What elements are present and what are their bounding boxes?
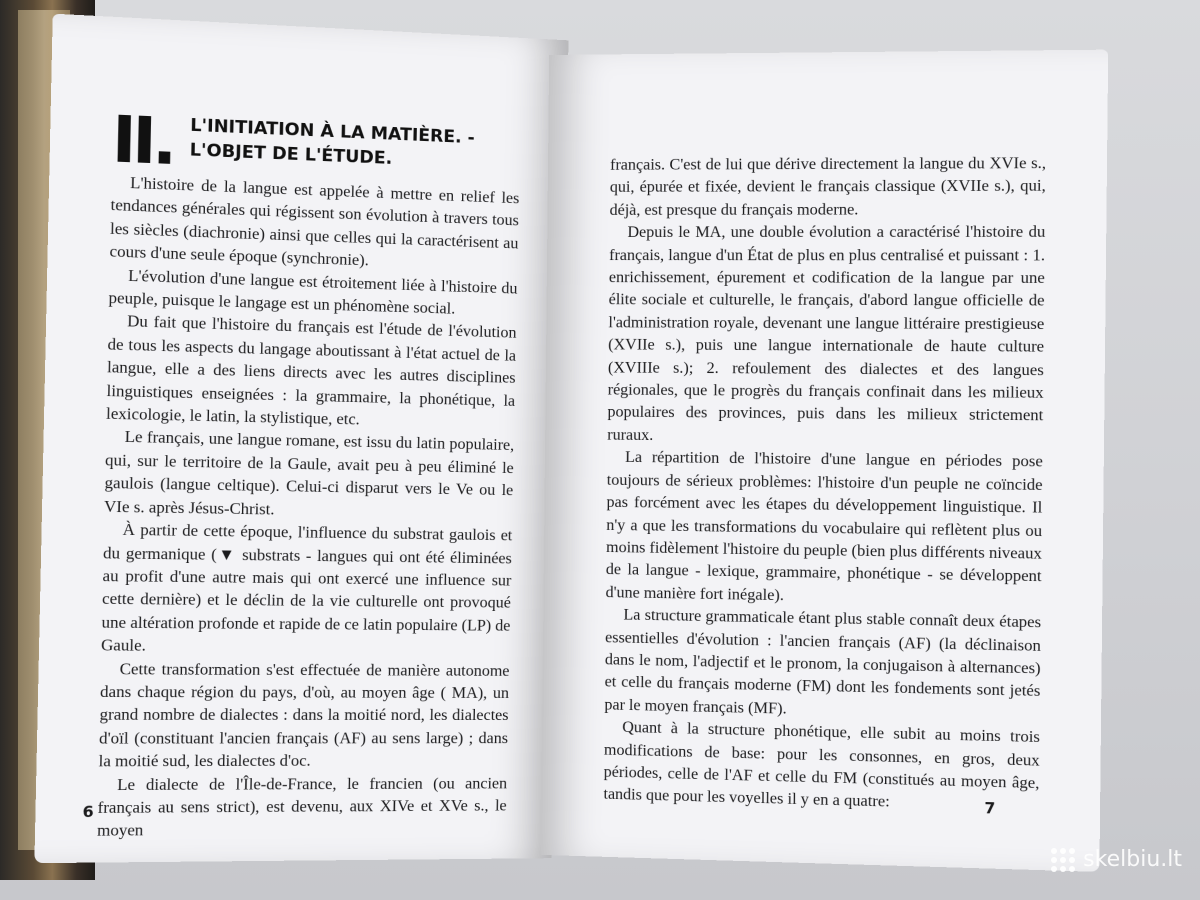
paragraph: La structure grammaticale étant plus stable connaît deux étapes essentielles d'évolution : l'ancien français (AF) (la déclinaison dans le nom, l'adjectif et le pronom, la conjugaison à alternances) et celle du français moderne (FM) dont les fondements sont jetés par le moyen français (MF). [604,606,1042,718]
paragraph: Le français, une langue romane, est issu du latin populaire, qui, sur le territoire de la Gaule, avait peu à peu éliminé le gaulois (langue celtique). Celui-ci disparut vers le Ve ou le VIe s. après Jésus-Christ. [103,428,515,519]
chapter-number: II. [111,101,174,180]
paragraph: À partir de cette époque, l'influence du substrat gaulois et du germanique (▼ substrats - langues qui ont été éliminées au profit d'une autre mais qui ont exercé une influence sur cette dernière) et le déclin de la vie culturelle ont provoqué une altération profonde et rapide de ce latin populaire (LP) de Gaule. [100,521,513,655]
page-number: 7 [984,798,996,818]
left-page [34,14,568,864]
paragraph: Du fait que l'histoire du français est l'étude de l'évolution de tous les aspects du langage aboutissant à l'état actuel de la langue, elle a des liens directs avec les autres disciplines linguistiques enseignées : la grammaire, la phonétique, la lexicologie, le latin, la stylistique, etc. [105,313,517,429]
paragraph: Depuis le MA, une double évolution a caractérisé l'histoire du français, langue d'un État de plus en plus centralisé et puissant : 1. enrichissement, épurement et codification de la langue par une élite sociale et culturelle, le français, d'abord langue officielle de l'administration royale, devenant une langue littéraire prestigieuse (XVIIe s.), puis une langue internationale de haute culture (XVIIIe s.); 2. refoulement des dialectes et des langues régionales, que le progrès du français confinait dans les milieux populaires des provinces, puis dans les milieux strictement ruraux. [607,223,1046,444]
paragraph: Le dialecte de l'Île-de-France, le francien (ou ancien français au sens strict), est devenu, aux XIVe et XVe s., le moyen [96,774,508,841]
page-number: 6 [82,802,94,822]
right-page-text [603,153,1046,819]
paragraph: L'évolution d'une langue est étroitement liée à l'histoire du peuple, puisque le langage est un phénomène social. [108,267,518,318]
paragraph: Cette transformation s'est effectuée de manière autonome dans chaque région du pays, d'où, au moyen âge ( MA), un grand nombre de dialectes : dans la moitié nord, les dialectes d'oïl (constituant l'ancien français (AF) au sens large) ; dans la moitié sud, les dialectes d'oc. [98,660,510,771]
paragraph: Quant à la structure phonétique, elle subit au moins trois modifications de base: pour les consonnes, en gros, deux périodes, celle de l'AF et celle du FM (constitués au moyen âge, tandis que pour les voyelles il y en a quatre: [603,718,1040,811]
watermark-text: skelbiu.lt [1083,847,1182,872]
paragraph: L'histoire de la langue est appelée à mettre en relief les tendances générales qui régissent son évolution à travers tous les siècles (diachronie) ainsi que celles qui la caractérisent au cours d'une seule époque (synchronie). [109,174,520,270]
chapter-heading [111,101,475,187]
chapter-title-line: L'OBJET DE L'ÉTUDE. [189,139,393,169]
paragraph: La répartition de l'histoire d'une langue en périodes pose toujours de sérieux problèmes: l'histoire d'un peuple ne coïncide pas forcément avec les étapes du développement linguistique. Il n'y a que les transformations du vocabulaire qui reflètent plus ou moins fidèlement l'histoire du peuple (bien plus différents niveaux de la langue - lexique, grammaire, phonétique - se développent d'une manière fort inégale). [605,449,1043,604]
dots-grid-icon [1051,848,1075,872]
paragraph: français. C'est de lui que dérive directement la langue du XVIe s., qui, épurée et fixée, devient le français classique (XVIIe s.), qui, déjà, est presque du français moderne. [609,154,1047,219]
watermark [1051,847,1182,872]
left-page-text [97,172,520,844]
right-page [541,50,1108,872]
chapter-title [189,111,475,174]
chapter-title-line: L'INITIATION À LA MATIÈRE. - [189,115,475,149]
